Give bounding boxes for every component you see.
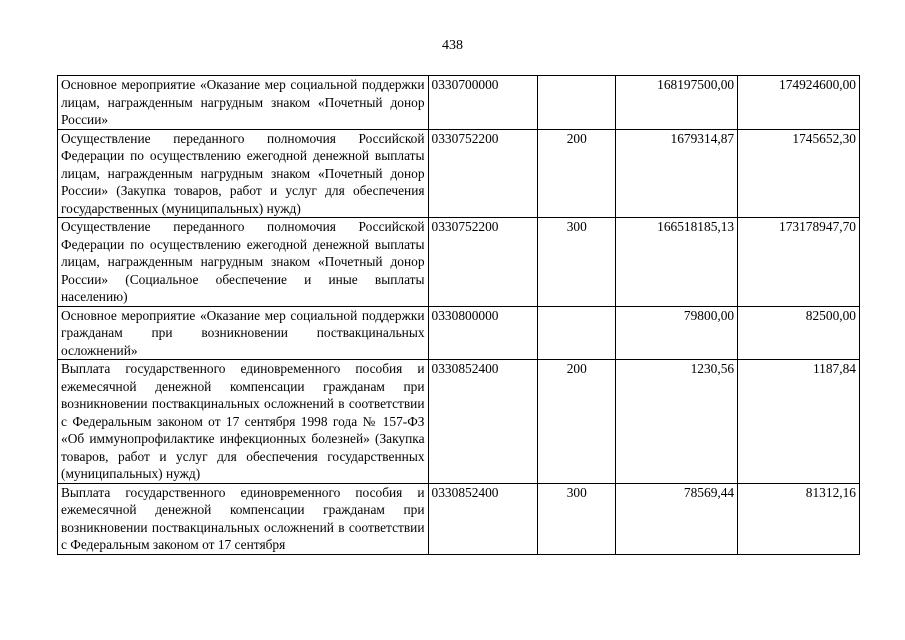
- row-type-cell: 300: [538, 218, 616, 307]
- table-row: [58, 218, 860, 307]
- row-sum1-cell: 168197500,00: [616, 76, 738, 130]
- row-name-cell: Основное мероприятие «Оказание мер социальной поддержки гражданам при возникновении поствакцинальных осложнений»: [58, 306, 429, 360]
- row-code-cell: 0330800000: [428, 306, 538, 360]
- row-sum2-cell: 174924600,00: [738, 76, 860, 130]
- table-row: [58, 306, 860, 360]
- row-name-cell: Выплата государственного единовременного пособия и ежемесячной денежной компенсации гражданам при возникновении поствакцинальных осложнений в соответствии с Федеральным законом от 17 сентября 1998 года № 157-ФЗ «Об иммунопрофилактике инфекционных болезней» (Закупка товаров, работ и услуг для обеспечения государственных (муниципальных) нужд): [58, 360, 429, 484]
- row-type-cell: 200: [538, 129, 616, 218]
- row-sum2-cell: 1187,84: [738, 360, 860, 484]
- row-code-cell: 0330752200: [428, 218, 538, 307]
- row-sum1-cell: 78569,44: [616, 483, 738, 554]
- row-sum1-cell: 166518185,13: [616, 218, 738, 307]
- row-sum2-cell: 82500,00: [738, 306, 860, 360]
- table-row: [58, 129, 860, 218]
- row-code-cell: 0330700000: [428, 76, 538, 130]
- row-code-cell: 0330852400: [428, 360, 538, 484]
- table-row: [58, 76, 860, 130]
- row-type-cell: 300: [538, 483, 616, 554]
- row-sum2-cell: 1745652,30: [738, 129, 860, 218]
- row-code-cell: 0330752200: [428, 129, 538, 218]
- row-sum1-cell: 1679314,87: [616, 129, 738, 218]
- budget-table: [57, 75, 860, 555]
- row-type-cell: 200: [538, 360, 616, 484]
- row-type-cell: [538, 76, 616, 130]
- row-sum1-cell: 79800,00: [616, 306, 738, 360]
- row-name-cell: Выплата государственного единовременного пособия и ежемесячной денежной компенсации гражданам при возникновении поствакцинальных осложнений в соответствии с Федеральным законом от 17 сентября: [58, 483, 429, 554]
- row-name-cell: Осуществление переданного полномочия Российской Федерации по осуществлению ежегодной денежной выплаты лицам, награжденным нагрудным знаком «Почетный донор России» (Закупка товаров, работ и услуг для обеспечения государственных (муниципальных) нужд): [58, 129, 429, 218]
- row-sum1-cell: 1230,56: [616, 360, 738, 484]
- table-row: [58, 483, 860, 554]
- row-code-cell: 0330852400: [428, 483, 538, 554]
- row-name-cell: Осуществление переданного полномочия Российской Федерации по осуществлению ежегодной денежной выплаты лицам, награжденным нагрудным знаком «Почетный донор России» (Социальное обеспечение и иные выплаты населению): [58, 218, 429, 307]
- row-type-cell: [538, 306, 616, 360]
- row-sum2-cell: 81312,16: [738, 483, 860, 554]
- row-name-cell: Основное мероприятие «Оказание мер социальной поддержки лицам, награжденным нагрудным знаком «Почетный донор России»: [58, 76, 429, 130]
- table-row: [58, 360, 860, 484]
- row-sum2-cell: 173178947,70: [738, 218, 860, 307]
- page-number: 438: [442, 38, 463, 53]
